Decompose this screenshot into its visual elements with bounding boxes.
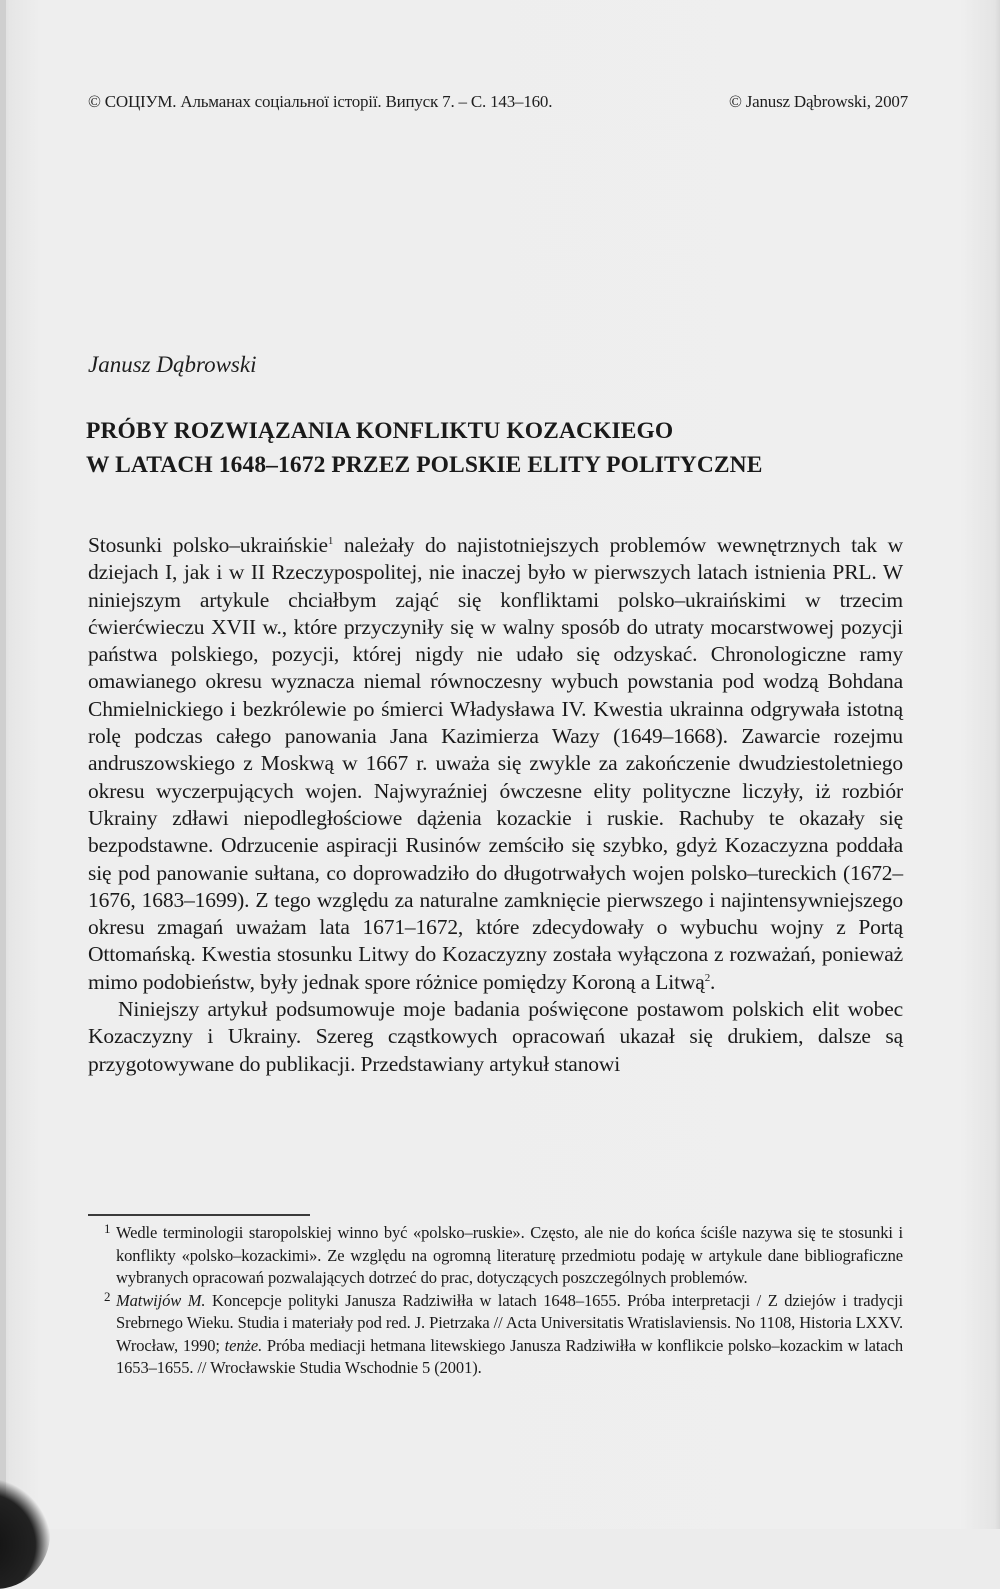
footnote-ref-2[interactable]: 2 [704, 971, 711, 984]
journal-citation: © СОЦІУМ. Альманах соціальної історії. Випуск 7. – С. 143–160. [88, 92, 553, 111]
paragraph-1-text: należały do najistotniejszych problemów wewnętrznych tak w dziejach I, jak i w II Rzeczypospolitej, nie inaczej było w pierwszych latach istnienia PRL. W niniejszym artykule chciałbym zająć się konfliktami polsko–ukraińskimi w trzecim ćwierćwieczu XVII w., które przyczyniły się w walny sposób do utraty mocarstwowej pozycji państwa polskiego, pozycji, której nigdy nie udało się odzyskać. Chronologiczne ramy omawianego okresu wyznacza niemal równoczesny wybuch powstania pod wodzą Bohdana Chmielnickiego i bezkrólewie po śmierci Władysława IV. Kwestia ukrainna odgrywała istotną rolę podczas całego panowania Jana Kazimierza Wazy (1649–1668). Zawarcie rozejmu andruszowskiego z Moskwą w 1667 r. uważa się zwykle za zakończenie dwudziestoletniego okresu wyczerpujących wojen. Najwyraźniej ówczesne elity polityczne liczyły, iż rozbiór Ukrainy zdławi niepodległościowe dążenia kozackie i ruskie. Rachuby te okazały się bezpodstawne. Odrzucenie aspiracji Rusinów zemściło się szybko, gdyż Kozaczyzna poddała się pod panowanie sułtana, co doprowadziło do długotrwałych wojen polsko–tureckich (1672–1676, 1683–1699). Z tego względu za naturalne zamknięcie pierwszego i najintensywniejszego okresu zmagań uważam lata 1671–1672, które zdecydowały o wybuchu wojny z Portą Ottomańską. Kwestia stosunku Litwy do Kozaczyzny została wyłączona z rozważań, ponieważ mimo podobieństw, były jednak spore różnice pomiędzy Koroną a Litwą [88, 533, 903, 994]
article-author: Janusz Dąbrowski [88, 352, 257, 377]
paragraph-2: Niniejszy artykuł podsumowuje moje badania poświęcone postawom polskich elit wobec Kozaczyzny i Ukrainy. Szereg cząstkowych opracowań ukazał się drukiem, dalsze są przygotowywane do publikacji. Przedstawiany artykuł stanowi [88, 997, 903, 1076]
page-binding-edge [0, 0, 6, 1529]
footnote-divider [88, 1214, 310, 1216]
footnote-text-b: Próba mediacji hetmana litewskiego Janusza Radziwiłła w konflikcie polsko–kozackim w latach 1653–1655. // Wrocławskie Studia Wschodnie 5 (2001). [116, 1335, 903, 1377]
footnote-ref-1[interactable]: 1 [327, 534, 334, 547]
article-title [86, 414, 916, 482]
footnote-number: 1 [104, 1221, 111, 1236]
paragraph-1-end: . [710, 969, 716, 994]
copyright-notice: © Janusz Dąbrowski, 2007 [728, 92, 908, 111]
footnote-text: Wedle terminologii staropolskiej winno być «polsko–ruskie». Często, ale nie do końca ściśle nazywa się te stosunki i konflikty «polsko–kozackimi». Ze względu na ogromną literaturę przedmiotu podaję w artykule dane bibliograficzne wybranych opracowań pozwalających dotrzeć do prac, dotyczących poszczególnych problemów. [116, 1223, 903, 1287]
footnotes [88, 1222, 903, 1380]
footnote-ibid: tenże. [224, 1335, 263, 1355]
title-line-1: PRÓBY ROZWIĄZANIA KONFLIKTU KOZACKIEGO [86, 418, 674, 444]
article-body [88, 532, 903, 1078]
footnote-1 [88, 1222, 903, 1290]
paragraph-1-start: Stosunki polsko–ukraińskie [88, 533, 328, 557]
title-line-2: W LATACH 1648–1672 PRZEZ POLSKIE ELITY POLITYCZNE [86, 452, 763, 478]
footnote-2 [88, 1290, 903, 1380]
footnote-number: 2 [104, 1288, 111, 1304]
paragraph-1 [88, 532, 903, 996]
footnote-text-a: Koncepcje polityki Janusza Radziwiłła w latach 1648–1655. Próba interpretacji / Z dziejów i tradycji Srebrnego Wieku. Studia i materiały pod red. J. Pietrzaka // Acta Universitatis Wratislaviensis. No 1108, Historia LXXV. Wrocław, 1990; [116, 1290, 903, 1355]
scan-corner-shadow [0, 1479, 50, 1589]
running-header [88, 92, 908, 112]
footnote-author: Matwijów M. [116, 1290, 206, 1310]
